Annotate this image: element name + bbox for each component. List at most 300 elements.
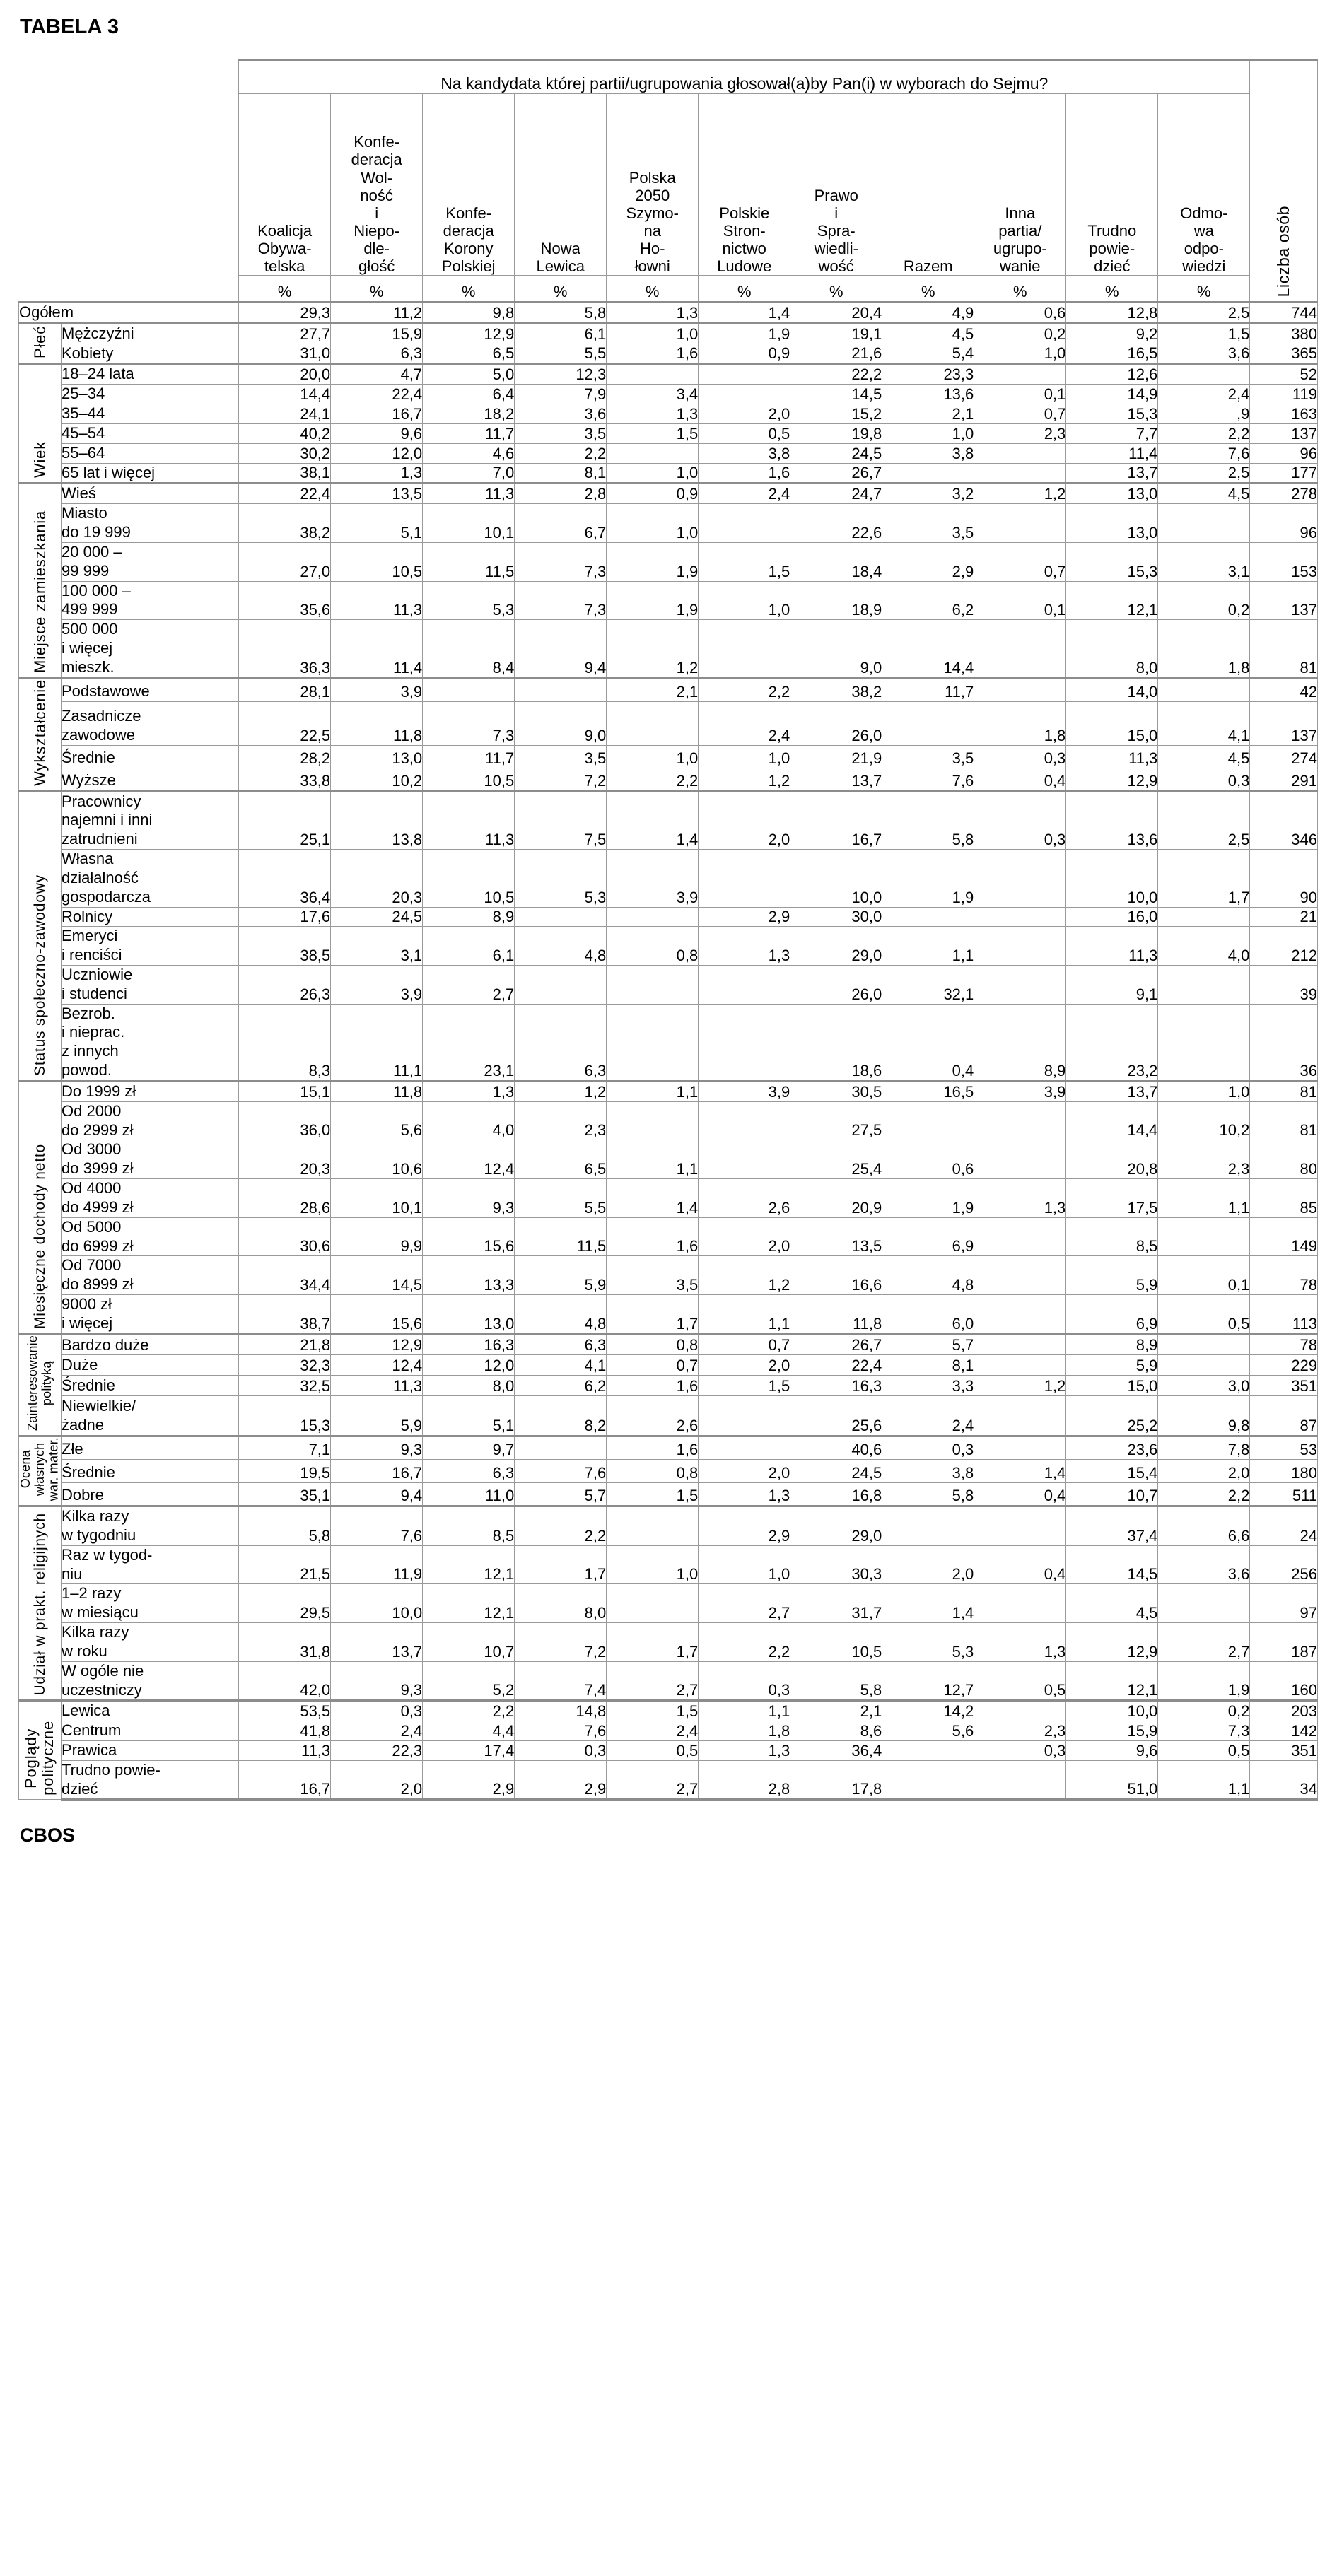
cell-value: 5,7: [882, 1334, 974, 1355]
cell-count: 39: [1250, 966, 1318, 1005]
cell-value: 38,2: [790, 678, 882, 701]
row-label: Od 3000 do 3999 zł: [62, 1140, 239, 1179]
cell-value: [974, 1101, 1066, 1140]
cell-value: 1,0: [607, 504, 699, 543]
cell-value: 5,1: [331, 504, 423, 543]
cell-value: 9,9: [331, 1217, 423, 1256]
cell-count: 90: [1250, 850, 1318, 907]
table-row: [19, 678, 1318, 701]
cell-value: 2,5: [1158, 303, 1250, 324]
cell-value: 1,2: [974, 484, 1066, 504]
cell-value: 41,8: [239, 1721, 331, 1741]
cell-value: 7,2: [515, 768, 607, 791]
cell-value: 11,4: [1066, 443, 1158, 463]
cell-value: 5,6: [882, 1721, 974, 1741]
table-row: [19, 404, 1318, 424]
cell-value: 1,6: [607, 1217, 699, 1256]
cell-value: 2,2: [699, 1623, 790, 1662]
header-count-label: Liczba osób: [1274, 205, 1293, 297]
header-party-1: Koalicja Obywa- telska: [239, 94, 331, 276]
header-corner-blank: [19, 60, 239, 303]
cell-value: 1,3: [423, 1081, 515, 1101]
cell-value: 2,4: [882, 1395, 974, 1436]
cell-value: 35,6: [239, 581, 331, 620]
cell-value: 2,3: [974, 423, 1066, 443]
cell-value: 30,3: [790, 1545, 882, 1584]
row-label: Lewica: [62, 1701, 239, 1721]
cell-value: 0,1: [974, 385, 1066, 404]
table-row: [19, 791, 1318, 849]
cell-value: 32,1: [882, 966, 974, 1005]
cell-value: 2,2: [699, 678, 790, 701]
cell-value: 5,6: [331, 1101, 423, 1140]
group-label-6: [19, 1081, 62, 1334]
cell-value: 2,5: [1158, 463, 1250, 484]
cell-value: 1,3: [699, 1740, 790, 1760]
cell-value: 16,3: [790, 1375, 882, 1395]
cell-value: 16,7: [331, 1460, 423, 1482]
cell-count: 97: [1250, 1584, 1318, 1623]
cell-value: 7,9: [515, 385, 607, 404]
cell-value: 2,2: [1158, 423, 1250, 443]
table-body: [19, 60, 1318, 1800]
cell-value: 2,1: [790, 1701, 882, 1721]
group-label-8: [19, 1436, 62, 1506]
cell-value: 36,0: [239, 1101, 331, 1140]
cell-count: 34: [1250, 1760, 1318, 1800]
cell-value: 13,0: [423, 1295, 515, 1335]
cell-value: 5,3: [882, 1623, 974, 1662]
header-unit-10: %: [1066, 276, 1158, 303]
group-label-9: [19, 1506, 62, 1701]
row-label: 9000 zł i więcej: [62, 1295, 239, 1335]
cell-value: 1,1: [699, 1701, 790, 1721]
cell-count: 149: [1250, 1217, 1318, 1256]
cell-value: 3,4: [607, 385, 699, 404]
row-label: Od 5000 do 6999 zł: [62, 1217, 239, 1256]
cell-value: 1,4: [699, 303, 790, 324]
cell-value: 3,9: [331, 678, 423, 701]
cell-value: 24,7: [790, 484, 882, 504]
table-row: [19, 1375, 1318, 1395]
table-row: [19, 1623, 1318, 1662]
cell-value: 2,7: [423, 966, 515, 1005]
cell-value: 7,6: [515, 1721, 607, 1741]
cell-value: [699, 850, 790, 907]
cell-value: 28,2: [239, 745, 331, 768]
cell-value: 19,1: [790, 323, 882, 344]
cell-value: 0,3: [331, 1701, 423, 1721]
cell-value: 1,1: [699, 1295, 790, 1335]
cell-value: 25,6: [790, 1395, 882, 1436]
cell-value: 10,5: [790, 1623, 882, 1662]
cell-value: 5,9: [331, 1395, 423, 1436]
cell-value: 2,8: [699, 1760, 790, 1800]
cell-value: 7,3: [1158, 1721, 1250, 1741]
cell-value: 31,8: [239, 1623, 331, 1662]
cell-value: 22,6: [790, 504, 882, 543]
cell-count: 180: [1250, 1460, 1318, 1482]
cell-value: 38,2: [239, 504, 331, 543]
cell-value: 16,7: [239, 1760, 331, 1800]
cell-value: 14,4: [239, 385, 331, 404]
table-row: [19, 1460, 1318, 1482]
row-label: Kilka razy w tygodniu: [62, 1506, 239, 1546]
cell-value: 3,9: [974, 1081, 1066, 1101]
row-label: Średnie: [62, 1375, 239, 1395]
cell-value: 14,4: [882, 620, 974, 678]
group-label-text: Wykształcenie: [30, 679, 49, 786]
cell-value: 0,5: [699, 423, 790, 443]
cell-count: 256: [1250, 1545, 1318, 1584]
cell-value: 22,4: [331, 385, 423, 404]
cell-value: 26,7: [790, 463, 882, 484]
cell-value: 26,3: [239, 966, 331, 1005]
cell-count: 53: [1250, 1436, 1318, 1459]
cell-value: 1,5: [607, 1701, 699, 1721]
cell-value: 15,3: [239, 1395, 331, 1436]
cell-value: 1,1: [882, 927, 974, 966]
cell-value: 5,9: [1066, 1256, 1158, 1295]
cell-value: 8,9: [1066, 1334, 1158, 1355]
cell-value: 18,4: [790, 542, 882, 581]
cell-value: 3,6: [515, 404, 607, 424]
header-unit-9: %: [974, 276, 1066, 303]
cell-value: 16,3: [423, 1334, 515, 1355]
cell-value: 9,3: [423, 1179, 515, 1218]
cell-value: 8,4: [423, 620, 515, 678]
cell-value: 3,0: [1158, 1375, 1250, 1395]
cell-value: 0,5: [1158, 1295, 1250, 1335]
cell-value: 2,0: [699, 1460, 790, 1482]
cell-value: 6,1: [515, 323, 607, 344]
row-label: 500 000 i więcej mieszk.: [62, 620, 239, 678]
row-label: Niewielkie/ żadne: [62, 1395, 239, 1436]
cell-value: 18,9: [790, 581, 882, 620]
cell-value: 12,1: [423, 1545, 515, 1584]
cell-value: 1,0: [699, 581, 790, 620]
cell-value: 20,0: [239, 364, 331, 385]
cell-value: 8,5: [1066, 1217, 1158, 1256]
cell-value: 16,8: [790, 1482, 882, 1506]
cell-value: 13,6: [1066, 791, 1158, 849]
cell-value: [974, 966, 1066, 1005]
cell-value: 0,4: [882, 1004, 974, 1081]
cell-value: 1,0: [699, 1545, 790, 1584]
cell-value: 15,2: [790, 404, 882, 424]
cell-value: 6,7: [515, 504, 607, 543]
cell-value: 2,3: [1158, 1140, 1250, 1179]
header-party-6: Polskie Stron- nictwo Ludowe: [699, 94, 790, 276]
cell-value: 17,6: [239, 907, 331, 927]
table-row: [19, 504, 1318, 543]
cell-value: 11,8: [790, 1295, 882, 1335]
cell-value: 11,3: [331, 1375, 423, 1395]
table-row: [19, 1140, 1318, 1179]
row-label: 100 000 – 499 999: [62, 581, 239, 620]
row-label: 25–34: [62, 385, 239, 404]
cell-value: [1158, 678, 1250, 701]
cell-value: 3,3: [882, 1375, 974, 1395]
cell-value: 15,3: [1066, 542, 1158, 581]
cell-count: 346: [1250, 791, 1318, 849]
cell-value: 9,0: [790, 620, 882, 678]
header-party-8: Razem: [882, 94, 974, 276]
cell-value: 22,5: [239, 701, 331, 745]
cell-value: 1,9: [607, 542, 699, 581]
cell-value: [607, 966, 699, 1005]
cell-value: 14,2: [882, 1701, 974, 1721]
cell-value: 1,4: [607, 1179, 699, 1218]
group-label-5: [19, 791, 62, 1081]
cell-value: 2,1: [607, 678, 699, 701]
cell-value: 15,3: [1066, 404, 1158, 424]
cell-value: 3,5: [882, 504, 974, 543]
cell-count: 142: [1250, 1721, 1318, 1741]
cell-value: 11,5: [515, 1217, 607, 1256]
cell-value: 25,2: [1066, 1395, 1158, 1436]
table-row: [19, 1004, 1318, 1081]
cell-value: 2,4: [699, 484, 790, 504]
cell-value: 1,1: [1158, 1760, 1250, 1800]
row-label: Uczniowie i studenci: [62, 966, 239, 1005]
cell-value: 26,7: [790, 1334, 882, 1355]
cell-value: 2,9: [699, 1506, 790, 1546]
row-label: Bezrob. i nieprac. z innych powod.: [62, 1004, 239, 1081]
cell-value: 8,5: [423, 1506, 515, 1546]
cell-value: 9,7: [423, 1436, 515, 1459]
cell-value: 10,0: [331, 1584, 423, 1623]
cell-value: [974, 1140, 1066, 1179]
cell-value: 12,4: [423, 1140, 515, 1179]
cell-value: 5,3: [423, 581, 515, 620]
cell-value: 31,7: [790, 1584, 882, 1623]
cell-value: [974, 1701, 1066, 1721]
cell-value: 32,3: [239, 1355, 331, 1376]
cell-count: 351: [1250, 1740, 1318, 1760]
cell-value: 1,7: [607, 1295, 699, 1335]
cell-value: 9,8: [423, 303, 515, 324]
cell-value: 2,4: [699, 701, 790, 745]
cell-value: [974, 1760, 1066, 1800]
cell-value: 2,7: [607, 1661, 699, 1701]
cell-value: [974, 620, 1066, 678]
cell-value: 1,2: [699, 768, 790, 791]
cell-value: 11,3: [239, 1740, 331, 1760]
cell-value: 0,6: [882, 1140, 974, 1179]
cell-value: 2,0: [882, 1545, 974, 1584]
cell-count: 119: [1250, 385, 1318, 404]
cell-value: 22,2: [790, 364, 882, 385]
cell-value: [1158, 1004, 1250, 1081]
cell-value: 0,6: [974, 303, 1066, 324]
cell-value: 14,8: [515, 1701, 607, 1721]
row-label: 45–54: [62, 423, 239, 443]
cell-count: 81: [1250, 620, 1318, 678]
cell-value: 32,5: [239, 1375, 331, 1395]
cell-value: 1,0: [607, 1545, 699, 1584]
cell-value: 1,8: [699, 1721, 790, 1741]
cell-value: 14,5: [790, 385, 882, 404]
cell-count: 203: [1250, 1701, 1318, 1721]
cell-value: 7,3: [423, 701, 515, 745]
cell-value: 8,0: [1066, 620, 1158, 678]
cell-value: 1,4: [974, 1460, 1066, 1482]
row-label: Średnie: [62, 1460, 239, 1482]
cell-value: 0,9: [607, 484, 699, 504]
cell-value: [1158, 1584, 1250, 1623]
cell-value: [515, 678, 607, 701]
cell-value: 0,5: [974, 1661, 1066, 1701]
cell-value: 2,9: [699, 907, 790, 927]
table-row: [19, 1081, 1318, 1101]
cell-value: 2,6: [699, 1179, 790, 1218]
cell-value: 10,7: [423, 1623, 515, 1662]
cell-value: 13,7: [331, 1623, 423, 1662]
cell-value: 9,3: [331, 1436, 423, 1459]
row-label: 18–24 lata: [62, 364, 239, 385]
table-row: [19, 620, 1318, 678]
table-row: [19, 1217, 1318, 1256]
table-row: [19, 1179, 1318, 1218]
cell-value: 34,4: [239, 1256, 331, 1295]
cell-value: 1,9: [882, 850, 974, 907]
cell-value: 24,5: [331, 907, 423, 927]
cell-value: 4,8: [882, 1256, 974, 1295]
cell-value: 0,5: [607, 1740, 699, 1760]
table-row: [19, 1661, 1318, 1701]
cell-value: 0,4: [974, 768, 1066, 791]
group-label-text: Poglądy polityczne: [22, 1720, 57, 1796]
cell-value: 16,5: [882, 1081, 974, 1101]
group-label-text: Zainteresowanie polityką: [25, 1335, 54, 1431]
header-party-10: Trudno powie- dzieć: [1066, 94, 1158, 276]
survey-table: [18, 59, 1318, 1801]
cell-value: 9,8: [1158, 1395, 1250, 1436]
cell-value: 2,1: [882, 404, 974, 424]
cell-value: 1,5: [607, 1482, 699, 1506]
cell-value: 15,6: [331, 1295, 423, 1335]
cell-value: 12,4: [331, 1355, 423, 1376]
group-label-2: [19, 364, 62, 484]
cell-count: 278: [1250, 484, 1318, 504]
cell-count: 187: [1250, 1623, 1318, 1662]
cell-value: [607, 1101, 699, 1140]
cell-value: 1,1: [607, 1140, 699, 1179]
cell-value: 15,0: [1066, 1375, 1158, 1395]
cell-value: 5,9: [1066, 1355, 1158, 1376]
cell-value: 1,3: [699, 927, 790, 966]
cell-value: [974, 504, 1066, 543]
cell-value: 18,6: [790, 1004, 882, 1081]
cell-value: 8,1: [882, 1355, 974, 1376]
cell-value: 13,8: [331, 791, 423, 849]
cell-value: 1,2: [607, 620, 699, 678]
cell-value: 1,2: [515, 1081, 607, 1101]
cell-value: 0,7: [974, 404, 1066, 424]
cell-count: 177: [1250, 463, 1318, 484]
cell-value: 12,9: [1066, 1623, 1158, 1662]
cell-value: 17,8: [790, 1760, 882, 1800]
cell-value: 7,2: [515, 1623, 607, 1662]
row-label: Raz w tygod- niu: [62, 1545, 239, 1584]
cell-value: 5,5: [515, 344, 607, 364]
cell-value: 3,8: [699, 443, 790, 463]
cell-value: 1,6: [699, 463, 790, 484]
cell-value: 21,5: [239, 1545, 331, 1584]
cell-count: 85: [1250, 1179, 1318, 1218]
cell-value: [882, 463, 974, 484]
table-row: [19, 1295, 1318, 1335]
table-row: [19, 768, 1318, 791]
row-label: 35–44: [62, 404, 239, 424]
cell-value: 2,0: [699, 404, 790, 424]
cell-value: 53,5: [239, 1701, 331, 1721]
header-unit-1: %: [239, 276, 331, 303]
cell-value: 7,6: [331, 1506, 423, 1546]
table-row: [19, 443, 1318, 463]
cell-value: 8,9: [974, 1004, 1066, 1081]
row-label: Wyższe: [62, 768, 239, 791]
header-party-7: Prawo i Spra- wiedli- wość: [790, 94, 882, 276]
cell-value: 13,0: [1066, 504, 1158, 543]
table-row: [19, 1584, 1318, 1623]
cell-value: 27,0: [239, 542, 331, 581]
cell-value: 1,0: [607, 463, 699, 484]
cell-value: 5,8: [239, 1506, 331, 1546]
cell-value: 0,7: [974, 542, 1066, 581]
cell-value: 9,0: [515, 701, 607, 745]
cell-count: 163: [1250, 404, 1318, 424]
cell-value: 2,7: [1158, 1623, 1250, 1662]
cell-count: 744: [1250, 303, 1318, 324]
cell-value: 25,1: [239, 791, 331, 849]
cell-value: [974, 1256, 1066, 1295]
source-label: CBOS: [20, 1825, 76, 1846]
cell-value: 5,3: [515, 850, 607, 907]
cell-value: [974, 443, 1066, 463]
cell-value: [699, 1101, 790, 1140]
cell-value: 15,9: [1066, 1721, 1158, 1741]
cell-value: 26,0: [790, 701, 882, 745]
cell-value: 20,8: [1066, 1140, 1158, 1179]
cell-value: 11,8: [331, 1081, 423, 1101]
table-row-total: [19, 303, 1318, 324]
cell-value: 20,3: [331, 850, 423, 907]
cell-value: 17,4: [423, 1740, 515, 1760]
cell-value: 7,3: [515, 581, 607, 620]
header-party-5: Polska 2050 Szymo- na Ho- łowni: [607, 94, 699, 276]
cell-value: 2,4: [607, 1721, 699, 1741]
row-label: Pracownicy najemni i inni zatrudnieni: [62, 791, 239, 849]
cell-value: 15,0: [1066, 701, 1158, 745]
header-party-3: Konfe- deracja Korony Polskiej: [423, 94, 515, 276]
cell-count: 291: [1250, 768, 1318, 791]
cell-value: 2,5: [1158, 791, 1250, 849]
cell-value: 2,7: [699, 1584, 790, 1623]
cell-value: 11,7: [423, 423, 515, 443]
table-row: [19, 542, 1318, 581]
row-label: Kilka razy w roku: [62, 1623, 239, 1662]
cell-value: [974, 927, 1066, 966]
header-party-9: Inna partia/ ugrupo- wanie: [974, 94, 1066, 276]
cell-value: 2,2: [515, 1506, 607, 1546]
cell-value: 4,0: [1158, 927, 1250, 966]
row-label: Zasadnicze zawodowe: [62, 701, 239, 745]
cell-count: 137: [1250, 581, 1318, 620]
cell-value: 1,5: [699, 1375, 790, 1395]
cell-value: ,9: [1158, 404, 1250, 424]
